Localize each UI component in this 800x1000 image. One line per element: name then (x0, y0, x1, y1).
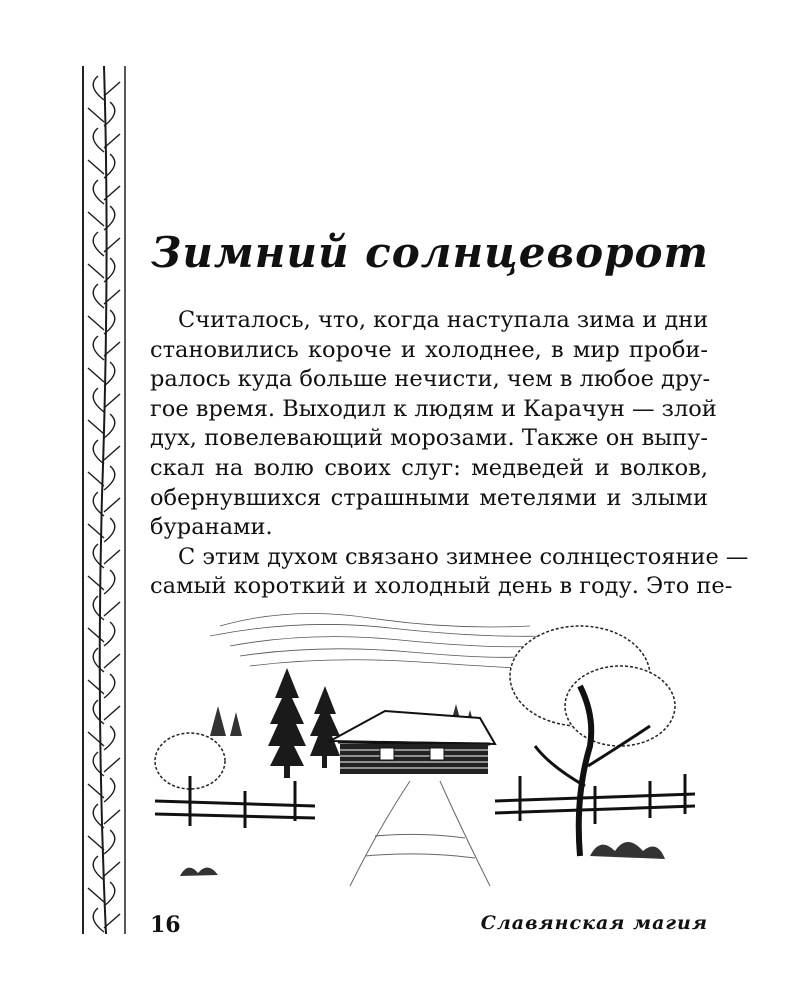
ground-shrubs (180, 842, 665, 876)
body-text (150, 306, 749, 602)
log-house (330, 711, 495, 774)
winter-village-illustration (150, 596, 710, 896)
text-line: ралось куда больше нечисти, чем в любое дру- (150, 366, 711, 393)
page-number: 16 (150, 912, 181, 938)
text-line: дух, повелевающий морозами. Также он выпу- (150, 425, 708, 452)
birch-tree (510, 626, 675, 856)
text-line: обернувшихся страшными метелями и злыми (150, 484, 708, 511)
paragraph-1 (150, 306, 717, 543)
snowy-path (350, 781, 490, 886)
botanical-border-icon (80, 66, 128, 934)
text-line: буранами. (150, 514, 273, 541)
text-line: Считалось, что, когда наступала зима и дни (178, 307, 709, 333)
page-title: Зимний солнцеворот (151, 228, 709, 277)
text-line: становились короче и холоднее, в мир проби- (150, 336, 708, 363)
text-line: гое время. Выходил к людям и Карачун — злой (150, 395, 717, 422)
running-title: Славянская магия (480, 912, 708, 934)
fir-trees (268, 668, 340, 778)
text-line: скал на волю своих слуг: медведей и волков, (150, 454, 708, 481)
text-line: самый короткий и холодный день в году. Это пе- (150, 573, 733, 600)
sky-hatching (210, 614, 550, 669)
wooden-fence (155, 774, 695, 828)
text-line: С этим духом связано зимнее солнцестояние — (178, 543, 749, 570)
paragraph-2 (150, 543, 749, 602)
